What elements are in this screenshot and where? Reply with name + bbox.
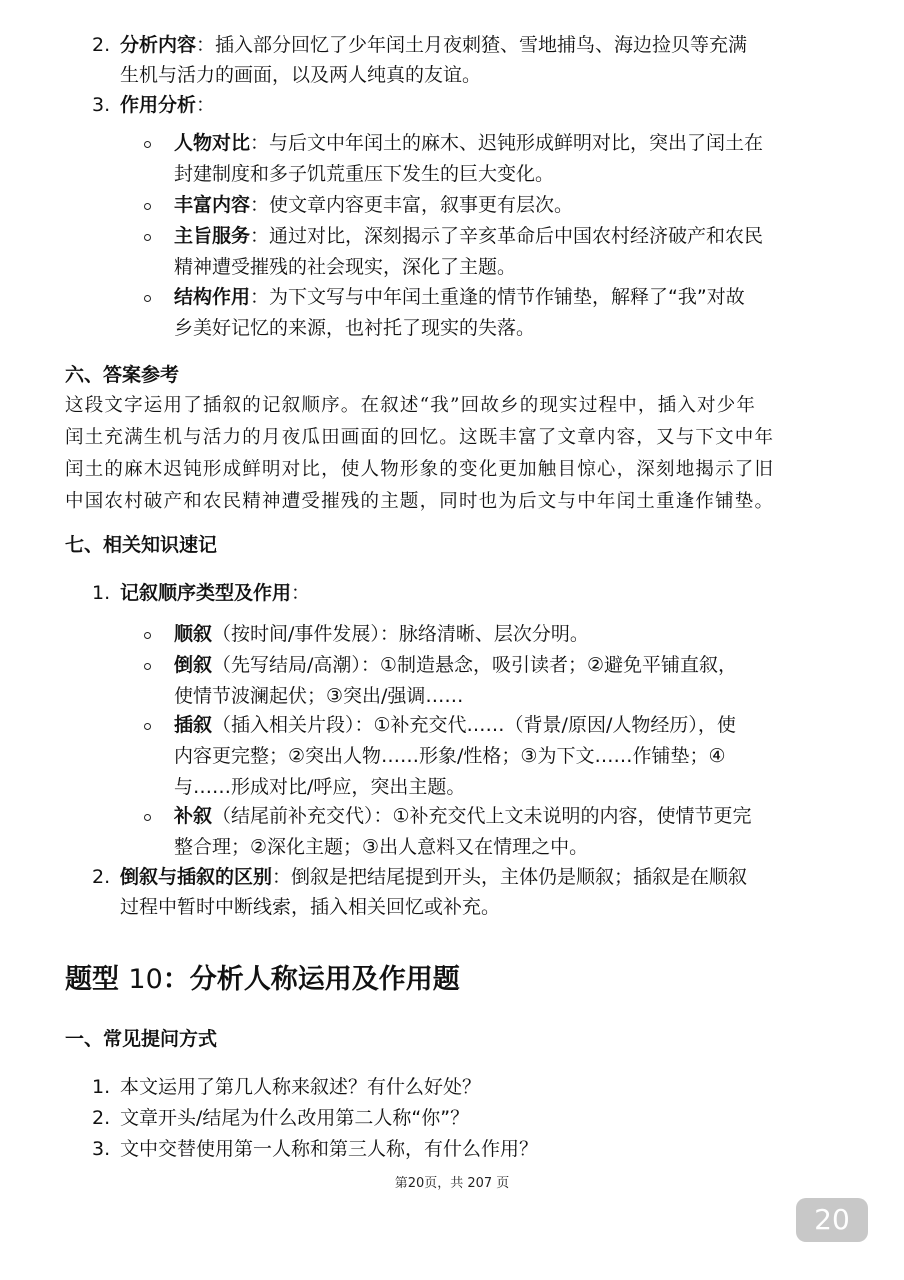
- hollow-circle-bullet-icon: [144, 203, 151, 210]
- hollow-circle-bullet-icon: [144, 723, 151, 730]
- hollow-circle-bullet-icon: [144, 141, 151, 148]
- hollow-circle-bullet-icon: [144, 663, 151, 670]
- item-term: 分析内容: [120, 34, 197, 56]
- section-heading-answer-reference: 六、答案参考: [65, 364, 180, 386]
- list-number: 2.: [92, 34, 111, 56]
- item-term: 作用分析: [120, 94, 197, 116]
- question-item: 1. 本文运用了第几人称来叙述？有什么好处？: [92, 1076, 482, 1098]
- list-number: 1.: [92, 582, 111, 604]
- order-item-supplementary: 补叙（结尾前补充交代）：①补充交代上文未说明的内容，使情节更完 整合理；②深化主题；③出人意料又在情理之中。: [144, 801, 844, 863]
- hollow-circle-bullet-icon: [144, 814, 151, 821]
- item-text: 插入部分回忆了少年闰土月夜刺猹、雪地捕鸟、海边捡贝等充满: [215, 34, 748, 56]
- hollow-circle-bullet-icon: [144, 295, 151, 302]
- section-heading-knowledge-notes: 七、相关知识速记: [65, 534, 218, 556]
- effect-item-character-contrast: 人物对比：与后文中年闰土的麻木、迟钝形成鲜明对比，突出了闰土在 封建制度和多子饥荒重压下发生的巨大变化。: [144, 128, 844, 190]
- page-footer: 第20页，共 207 页: [394, 1176, 510, 1191]
- list-item-effect-analysis: 3. 作用分析：: [92, 90, 852, 120]
- order-item-flashback-insert: 插叙（插入相关片段）：①补充交代……（背景/原因/人物经历），使 内容更完整；②突出人物……形象/性格；③为下文……作铺垫；④ 与……形成对比/呼应，突出主题。: [144, 710, 844, 803]
- hollow-circle-bullet-icon: [144, 632, 151, 639]
- effect-item-enrich-content: 丰富内容：使文章内容更丰富，叙事更有层次。: [144, 190, 844, 221]
- effect-item-theme-service: 主旨服务：通过对比，深刻揭示了辛亥革命后中国农村经济破产和农民 精神遭受摧残的社会现实，深化了主题。: [144, 221, 844, 283]
- list-number: 3.: [92, 94, 111, 116]
- list-item-narrative-order-types: 1. 记叙顺序类型及作用：: [92, 578, 852, 608]
- order-item-flashforward: 倒叙（先写结局/高潮）：①制造悬念，吸引读者；②避免平铺直叙， 使情节波澜起伏；③突出/强调……: [144, 650, 844, 712]
- answer-paragraph: 这段文字运用了插叙的记叙顺序。在叙述“我”回故乡的现实过程中，插入对少年 闰土充满生机与活力的月夜瓜田画面的回忆。这既丰富了文章内容，又与下文中年 闰土的麻木迟钝形成鲜明对比，使人物形象的变化更加触目惊心，深刻地揭示了旧 中国农村破产和农民精神遭受摧残的主题，同时也为后文与中年闰土重逢作铺垫。: [65, 395, 775, 512]
- hollow-circle-bullet-icon: [144, 234, 151, 241]
- list-item-analysis-content: 2. 分析内容：插入部分回忆了少年闰土月夜刺猹、雪地捕鸟、海边捡贝等充满 生机与活力的画面，以及两人纯真的友谊。: [92, 30, 852, 90]
- question-item: 2. 文章开头/结尾为什么改用第二人称“你”？: [92, 1107, 470, 1129]
- effect-item-structure: 结构作用：为下文写与中年闰土重逢的情节作铺垫，解释了“我”对故 乡美好记忆的来源，也衬托了现实的失落。: [144, 282, 844, 344]
- question-item: 3. 文中交替使用第一人称和第三人称，有什么作用？: [92, 1138, 539, 1160]
- page-number-badge: 20: [796, 1198, 868, 1242]
- topic-title: 题型 10：分析人称运用及作用题: [65, 964, 460, 995]
- list-item-difference: 2. 倒叙与插叙的区别：倒叙是把结尾提到开头，主体仍是顺叙；插叙是在顺叙 过程中暂时中断线索，插入相关回忆或补充。: [92, 862, 852, 922]
- item-text: 生机与活力的画面，以及两人纯真的友谊。: [120, 64, 482, 86]
- order-item-chronological: 顺叙（按时间/事件发展）：脉络清晰、层次分明。: [144, 619, 844, 650]
- list-number: 2.: [92, 866, 111, 888]
- section-heading-common-questions: 一、常见提问方式: [65, 1028, 218, 1050]
